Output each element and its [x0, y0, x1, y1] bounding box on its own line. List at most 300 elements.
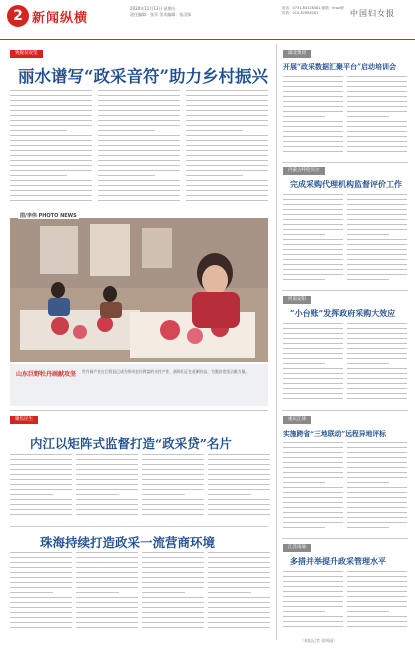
- body-text-line: [283, 497, 343, 498]
- body-text-line: [186, 185, 268, 186]
- body-text-line: [208, 464, 270, 465]
- body-text-line: [98, 95, 180, 96]
- body-text-line: [142, 597, 204, 598]
- body-text-line: [98, 170, 180, 171]
- page-masthead: [0, 0, 415, 40]
- body-text-line: [76, 562, 138, 563]
- body-text-line: [98, 150, 180, 151]
- contact-info: [282, 6, 344, 16]
- body-text-line: [142, 572, 204, 573]
- body-text-line: [10, 185, 92, 186]
- body-text-line: [142, 577, 204, 578]
- body-text-line: [10, 627, 72, 628]
- body-text-line: [208, 509, 270, 510]
- body-text-line: [347, 571, 407, 572]
- body-text-line: [283, 373, 343, 374]
- body-text-line: [10, 617, 72, 618]
- body-text-line: [98, 115, 180, 116]
- body-text-line: [10, 494, 53, 495]
- body-text-line: [186, 130, 243, 131]
- body-text-line: [10, 195, 92, 196]
- body-text-line: [208, 459, 270, 460]
- body-text-line: [283, 601, 343, 602]
- body-text-line: [10, 90, 92, 91]
- body-text-line: [76, 489, 138, 490]
- body-text-line: [186, 95, 268, 96]
- section-divider: [282, 290, 408, 291]
- body-text-line: [283, 234, 325, 235]
- body-text-line: [10, 552, 72, 553]
- lead-story-col-1: [10, 90, 92, 208]
- body-text-line: [347, 457, 407, 458]
- body-text-line: [10, 454, 72, 455]
- body-text-line: [283, 442, 343, 443]
- body-text-line: [347, 91, 407, 92]
- body-text-line: [347, 576, 407, 577]
- right-s2-tag: 内蒙古呼伦贝尔: [283, 167, 325, 175]
- body-text-line: [283, 576, 343, 577]
- body-text-line: [142, 464, 204, 465]
- story3-col-1: [10, 552, 72, 634]
- body-text-line: [76, 514, 138, 515]
- body-text-line: [186, 110, 268, 111]
- footer-credit: （本报记者 张明丽）: [300, 638, 338, 643]
- body-text-line: [76, 567, 138, 568]
- body-text-line: [98, 100, 180, 101]
- body-text-line: [76, 509, 138, 510]
- right-s1-tag: 湖北黄冈: [283, 50, 311, 58]
- body-text-line: [283, 487, 343, 488]
- body-text-line: [347, 328, 407, 329]
- body-text-line: [10, 190, 92, 191]
- body-text-line: [142, 582, 204, 583]
- body-text-line: [186, 145, 268, 146]
- story2-headline: 内江以矩阵式监督打造“政采贷”名片: [30, 436, 232, 451]
- body-text-line: [347, 101, 407, 102]
- body-text-line: [347, 447, 407, 448]
- body-text-line: [347, 151, 407, 152]
- body-text-line: [186, 195, 268, 196]
- body-text-line: [142, 592, 185, 593]
- body-text-line: [347, 358, 407, 359]
- body-text-line: [283, 229, 343, 230]
- body-text-line: [208, 587, 270, 588]
- body-text-line: [283, 621, 343, 622]
- body-text-line: [208, 474, 270, 475]
- section-title: 新闻纵横: [32, 11, 89, 26]
- body-text-line: [98, 135, 180, 136]
- body-text-line: [347, 477, 407, 478]
- body-text-line: [76, 602, 138, 603]
- body-text-line: [347, 611, 389, 612]
- body-text-line: [208, 627, 270, 628]
- body-text-line: [142, 454, 204, 455]
- newspaper-name: 中国妇女报: [350, 9, 395, 18]
- right-s2-col-2: [347, 194, 407, 286]
- body-text-line: [347, 398, 407, 399]
- body-text-line: [347, 126, 407, 127]
- body-text-line: [283, 363, 325, 364]
- body-text-line: [10, 607, 72, 608]
- body-text-line: [283, 586, 343, 587]
- section-divider: [10, 410, 268, 411]
- body-text-line: [283, 447, 343, 448]
- body-text-line: [208, 454, 270, 455]
- body-text-line: [76, 469, 138, 470]
- body-text-line: [283, 111, 343, 112]
- body-text-line: [142, 552, 204, 553]
- body-text-line: [142, 494, 185, 495]
- body-text-line: [347, 388, 407, 389]
- section-divider: [10, 526, 268, 527]
- body-text-line: [76, 577, 138, 578]
- body-text-line: [283, 606, 343, 607]
- body-text-line: [186, 105, 268, 106]
- body-text-line: [98, 120, 180, 121]
- body-text-line: [283, 131, 343, 132]
- body-text-line: [283, 323, 343, 324]
- lead-story-col-3: [186, 90, 268, 208]
- body-text-line: [142, 557, 204, 558]
- body-text-line: [347, 323, 407, 324]
- body-text-line: [186, 90, 268, 91]
- body-text-line: [347, 601, 407, 602]
- body-text-line: [10, 160, 92, 161]
- body-text-line: [76, 617, 138, 618]
- body-text-line: [347, 199, 407, 200]
- body-text-line: [142, 504, 204, 505]
- masthead-meta: [130, 6, 191, 18]
- body-text-line: [283, 96, 343, 97]
- right-s5-col-2: [347, 571, 407, 633]
- body-text-line: [142, 514, 204, 515]
- body-text-line: [10, 115, 92, 116]
- body-text-line: [208, 612, 270, 613]
- body-text-line: [142, 509, 204, 510]
- body-text-line: [76, 607, 138, 608]
- body-text-line: [208, 577, 270, 578]
- body-text-line: [10, 464, 72, 465]
- photo-caption: [10, 364, 268, 406]
- body-text-line: [76, 592, 119, 593]
- body-text-line: [76, 499, 138, 500]
- body-text-line: [283, 116, 325, 117]
- body-text-line: [283, 91, 343, 92]
- body-text-line: [347, 264, 407, 265]
- body-text-line: [283, 209, 343, 210]
- body-text-line: [98, 110, 180, 111]
- body-text-line: [98, 160, 180, 161]
- caption-text: 牡丹画产业在巨野县已成为带动农民致富的支柱产业，画师们正在赶制作品，为脱贫攻坚贡献力量。: [82, 369, 250, 374]
- body-text-line: [347, 487, 407, 488]
- body-text-line: [283, 141, 343, 142]
- right-s1-col-1: [283, 76, 343, 158]
- body-text-line: [283, 507, 343, 508]
- body-text-line: [283, 86, 343, 87]
- body-text-line: [10, 479, 72, 480]
- body-text-line: [283, 452, 343, 453]
- body-text-line: [347, 353, 407, 354]
- body-text-line: [142, 459, 204, 460]
- body-text-line: [347, 393, 407, 394]
- right-s3-col-2: [347, 323, 407, 405]
- body-text-line: [10, 120, 92, 121]
- right-s4-headline: 实施跨省“三地联动”远程异地评标: [283, 430, 386, 438]
- body-text-line: [76, 557, 138, 558]
- body-text-line: [347, 343, 407, 344]
- body-text-line: [283, 338, 343, 339]
- body-text-line: [208, 572, 270, 573]
- body-text-line: [347, 249, 407, 250]
- body-text-line: [283, 527, 325, 528]
- body-text-line: [10, 200, 92, 201]
- body-text-line: [283, 264, 343, 265]
- body-text-line: [142, 474, 204, 475]
- body-text-line: [283, 136, 343, 137]
- body-text-line: [10, 155, 92, 156]
- body-text-line: [186, 100, 268, 101]
- body-text-line: [347, 621, 407, 622]
- right-s3-col-1: [283, 323, 343, 405]
- right-s1-col-2: [347, 76, 407, 158]
- body-text-line: [10, 514, 72, 515]
- body-text-line: [10, 562, 72, 563]
- body-text-line: [10, 105, 92, 106]
- editor-line: 责任编辑：张军 美术编辑：张汉锋: [130, 12, 192, 17]
- body-text-line: [10, 509, 72, 510]
- body-text-line: [142, 562, 204, 563]
- body-text-line: [347, 472, 407, 473]
- body-text-line: [186, 190, 268, 191]
- body-text-line: [347, 146, 407, 147]
- body-text-line: [283, 343, 343, 344]
- body-text-line: [98, 140, 180, 141]
- body-text-line: [98, 130, 155, 131]
- body-text-line: [347, 121, 407, 122]
- body-text-line: [347, 76, 407, 77]
- body-text-line: [347, 254, 407, 255]
- body-text-line: [347, 606, 407, 607]
- body-text-line: [283, 106, 343, 107]
- body-text-line: [347, 131, 407, 132]
- story3-headline: 珠海持续打造政采一流营商环境: [40, 535, 216, 550]
- body-text-line: [347, 279, 389, 280]
- body-text-line: [283, 477, 343, 478]
- body-text-line: [347, 96, 407, 97]
- right-s4-tag: 重庆江津: [283, 416, 311, 424]
- body-text-line: [142, 479, 204, 480]
- body-text-line: [10, 499, 72, 500]
- body-text-line: [283, 383, 343, 384]
- photo-label: 图/李伟 PHOTO NEWS: [20, 213, 77, 219]
- body-text-line: [208, 562, 270, 563]
- body-text-line: [208, 622, 270, 623]
- body-text-line: [10, 175, 67, 176]
- body-text-line: [283, 517, 343, 518]
- lead-story-col-2: [98, 90, 180, 208]
- body-text-line: [283, 214, 343, 215]
- column-divider: [276, 44, 277, 640]
- body-text-line: [10, 592, 53, 593]
- body-text-line: [347, 383, 407, 384]
- body-text-line: [208, 499, 270, 500]
- right-s4-col-1: [283, 442, 343, 534]
- body-text-line: [208, 484, 270, 485]
- body-text-line: [283, 249, 343, 250]
- body-text-line: [283, 462, 343, 463]
- body-text-line: [10, 572, 72, 573]
- body-text-line: [98, 105, 180, 106]
- body-text-line: [347, 363, 389, 364]
- body-text-line: [347, 462, 407, 463]
- body-text-line: [347, 239, 407, 240]
- body-text-line: [142, 499, 204, 500]
- body-text-line: [347, 234, 389, 235]
- body-text-line: [10, 602, 72, 603]
- body-text-line: [10, 150, 92, 151]
- body-text-line: [283, 219, 343, 220]
- body-text-line: [283, 388, 343, 389]
- body-text-line: [283, 482, 325, 483]
- body-text-line: [76, 484, 138, 485]
- body-text-line: [76, 582, 138, 583]
- body-text-line: [10, 130, 67, 131]
- body-text-line: [283, 616, 343, 617]
- body-text-line: [347, 81, 407, 82]
- body-text-line: [10, 582, 72, 583]
- body-text-line: [10, 100, 92, 101]
- body-text-line: [142, 617, 204, 618]
- body-text-line: [347, 527, 389, 528]
- body-text-line: [186, 175, 243, 176]
- right-s3-headline: “小台账”发挥政府采购大效应: [290, 308, 396, 318]
- body-text-line: [347, 586, 407, 587]
- body-text-line: [186, 150, 268, 151]
- body-text-line: [347, 194, 407, 195]
- body-text-line: [347, 591, 407, 592]
- body-text-line: [10, 95, 92, 96]
- body-text-line: [283, 151, 343, 152]
- body-text-line: [347, 626, 407, 627]
- body-text-line: [347, 616, 407, 617]
- body-text-line: [10, 459, 72, 460]
- body-text-line: [283, 121, 343, 122]
- body-text-line: [283, 626, 343, 627]
- body-text-line: [347, 274, 407, 275]
- body-text-line: [10, 587, 72, 588]
- story2-tag: 聚焦民生: [10, 416, 38, 424]
- body-text-line: [10, 165, 92, 166]
- body-text-line: [208, 592, 251, 593]
- body-text-line: [208, 479, 270, 480]
- body-text-line: [283, 204, 343, 205]
- body-text-line: [10, 145, 92, 146]
- body-text-line: [283, 457, 343, 458]
- body-text-line: [283, 522, 343, 523]
- body-text-line: [347, 482, 389, 483]
- story2-col-1: [10, 454, 72, 520]
- body-text-line: [98, 125, 180, 126]
- body-text-line: [10, 612, 72, 613]
- body-text-line: [347, 368, 407, 369]
- body-text-line: [347, 204, 407, 205]
- body-text-line: [283, 596, 343, 597]
- body-text-line: [208, 489, 270, 490]
- body-text-line: [10, 577, 72, 578]
- body-text-line: [347, 492, 407, 493]
- body-text-line: [283, 274, 343, 275]
- body-text-line: [142, 627, 204, 628]
- body-text-line: [208, 494, 251, 495]
- contact-line-1: 电话：0731-84326381 邮箱：hnsa@: [282, 6, 345, 10]
- body-text-line: [283, 279, 325, 280]
- body-text-line: [208, 582, 270, 583]
- body-text-line: [347, 348, 407, 349]
- story3-col-3: [142, 552, 204, 634]
- lead-story-tag: 致脱贫攻坚: [10, 50, 43, 58]
- body-text-line: [283, 254, 343, 255]
- body-text-line: [283, 353, 343, 354]
- body-text-line: [208, 567, 270, 568]
- body-text-line: [10, 567, 72, 568]
- section-divider: [282, 538, 408, 539]
- body-text-line: [208, 557, 270, 558]
- body-text-line: [76, 464, 138, 465]
- contact-line-2: 传真：010-87658281: [282, 11, 319, 15]
- body-text-line: [76, 572, 138, 573]
- body-text-line: [186, 165, 268, 166]
- body-text-line: [98, 200, 180, 201]
- body-text-line: [283, 269, 343, 270]
- right-s5-tag: 江苏南通: [283, 544, 311, 552]
- caption-headline: 山东巨野牡丹画献攻坚: [16, 371, 77, 378]
- body-text-line: [347, 333, 407, 334]
- body-text-line: [208, 469, 270, 470]
- body-text-line: [347, 467, 407, 468]
- body-text-line: [347, 502, 407, 503]
- body-text-line: [347, 111, 407, 112]
- body-text-line: [347, 259, 407, 260]
- body-text-line: [98, 180, 180, 181]
- body-text-line: [283, 333, 343, 334]
- body-text-line: [347, 116, 389, 117]
- body-text-line: [347, 229, 407, 230]
- body-text-line: [10, 135, 92, 136]
- body-text-line: [10, 125, 92, 126]
- body-text-line: [283, 81, 343, 82]
- body-text-line: [142, 612, 204, 613]
- body-text-line: [347, 141, 407, 142]
- body-text-line: [186, 125, 268, 126]
- body-text-line: [10, 504, 72, 505]
- body-text-line: [142, 622, 204, 623]
- body-text-line: [208, 602, 270, 603]
- body-text-line: [10, 484, 72, 485]
- story3-col-2: [76, 552, 138, 634]
- body-text-line: [98, 195, 180, 196]
- body-text-line: [347, 596, 407, 597]
- body-text-line: [347, 452, 407, 453]
- body-text-line: [208, 552, 270, 553]
- body-text-line: [347, 269, 407, 270]
- body-text-line: [208, 617, 270, 618]
- body-text-line: [283, 224, 343, 225]
- body-text-line: [208, 504, 270, 505]
- body-text-line: [186, 120, 268, 121]
- body-text-line: [347, 373, 407, 374]
- body-text-line: [347, 497, 407, 498]
- body-text-line: [98, 90, 180, 91]
